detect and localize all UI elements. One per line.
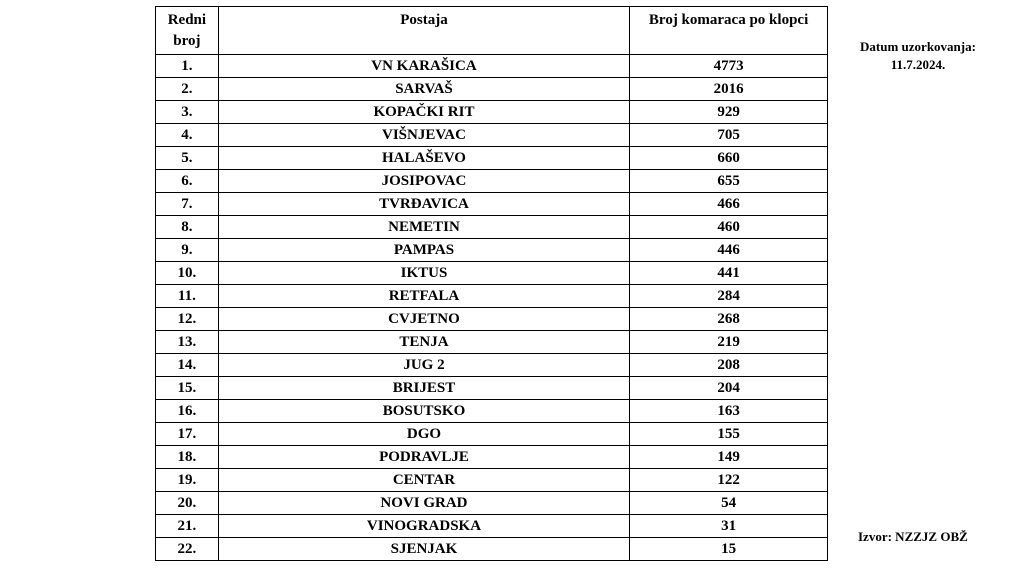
row-station-name: VINOGRADSKA bbox=[218, 515, 629, 538]
row-serial-number: 5. bbox=[156, 147, 219, 170]
table-row bbox=[156, 446, 828, 469]
table-row bbox=[156, 331, 828, 354]
row-station-name: VN KARAŠICA bbox=[218, 55, 629, 78]
row-station-name: TVRĐAVICA bbox=[218, 193, 629, 216]
row-mosquito-count: 4773 bbox=[630, 55, 828, 78]
table-row bbox=[156, 515, 828, 538]
row-mosquito-count: 446 bbox=[630, 239, 828, 262]
row-serial-number: 18. bbox=[156, 446, 219, 469]
row-station-name: KOPAČKI RIT bbox=[218, 101, 629, 124]
row-mosquito-count: 15 bbox=[630, 538, 828, 561]
table-row bbox=[156, 124, 828, 147]
row-serial-number: 15. bbox=[156, 377, 219, 400]
row-mosquito-count: 2016 bbox=[630, 78, 828, 101]
row-serial-number: 17. bbox=[156, 423, 219, 446]
row-serial-number: 12. bbox=[156, 308, 219, 331]
row-serial-number: 19. bbox=[156, 469, 219, 492]
row-mosquito-count: 163 bbox=[630, 400, 828, 423]
row-mosquito-count: 54 bbox=[630, 492, 828, 515]
row-station-name: RETFALA bbox=[218, 285, 629, 308]
row-mosquito-count: 705 bbox=[630, 124, 828, 147]
row-serial-number: 21. bbox=[156, 515, 219, 538]
row-serial-number: 16. bbox=[156, 400, 219, 423]
row-station-name: IKTUS bbox=[218, 262, 629, 285]
row-station-name: TENJA bbox=[218, 331, 629, 354]
row-mosquito-count: 219 bbox=[630, 331, 828, 354]
row-serial-number: 9. bbox=[156, 239, 219, 262]
sampling-date-label: Datum uzorkovanja: bbox=[860, 39, 976, 54]
table-row bbox=[156, 193, 828, 216]
table-row bbox=[156, 538, 828, 561]
row-mosquito-count: 284 bbox=[630, 285, 828, 308]
row-serial-number: 14. bbox=[156, 354, 219, 377]
header-station: Postaja bbox=[218, 7, 629, 55]
table-row bbox=[156, 492, 828, 515]
header-serial-number: Redni broj bbox=[156, 7, 219, 55]
row-mosquito-count: 149 bbox=[630, 446, 828, 469]
row-station-name: CVJETNO bbox=[218, 308, 629, 331]
row-station-name: SARVAŠ bbox=[218, 78, 629, 101]
row-serial-number: 2. bbox=[156, 78, 219, 101]
row-serial-number: 4. bbox=[156, 124, 219, 147]
table-row bbox=[156, 423, 828, 446]
table-row bbox=[156, 262, 828, 285]
table-row bbox=[156, 101, 828, 124]
row-station-name: NOVI GRAD bbox=[218, 492, 629, 515]
row-mosquito-count: 460 bbox=[630, 216, 828, 239]
row-serial-number: 22. bbox=[156, 538, 219, 561]
row-station-name: BRIJEST bbox=[218, 377, 629, 400]
row-serial-number: 13. bbox=[156, 331, 219, 354]
row-mosquito-count: 268 bbox=[630, 308, 828, 331]
table-row bbox=[156, 216, 828, 239]
header-row bbox=[156, 7, 828, 55]
row-mosquito-count: 122 bbox=[630, 469, 828, 492]
table-body bbox=[156, 55, 828, 561]
row-mosquito-count: 929 bbox=[630, 101, 828, 124]
table-row bbox=[156, 400, 828, 423]
row-mosquito-count: 204 bbox=[630, 377, 828, 400]
table-row bbox=[156, 469, 828, 492]
row-serial-number: 10. bbox=[156, 262, 219, 285]
row-mosquito-count: 655 bbox=[630, 170, 828, 193]
table-row bbox=[156, 55, 828, 78]
row-serial-number: 3. bbox=[156, 101, 219, 124]
row-serial-number: 8. bbox=[156, 216, 219, 239]
row-station-name: PAMPAS bbox=[218, 239, 629, 262]
table-row bbox=[156, 78, 828, 101]
table-row bbox=[156, 239, 828, 262]
table-row bbox=[156, 354, 828, 377]
row-mosquito-count: 660 bbox=[630, 147, 828, 170]
table-header bbox=[156, 7, 828, 55]
row-station-name: BOSUTSKO bbox=[218, 400, 629, 423]
row-station-name: NEMETIN bbox=[218, 216, 629, 239]
table-row bbox=[156, 377, 828, 400]
row-serial-number: 11. bbox=[156, 285, 219, 308]
row-serial-number: 1. bbox=[156, 55, 219, 78]
row-serial-number: 7. bbox=[156, 193, 219, 216]
source-note: Izvor: NZZJZ OBŽ bbox=[858, 529, 968, 544]
row-mosquito-count: 31 bbox=[630, 515, 828, 538]
row-mosquito-count: 155 bbox=[630, 423, 828, 446]
row-station-name: VIŠNJEVAC bbox=[218, 124, 629, 147]
table-row bbox=[156, 308, 828, 331]
row-serial-number: 20. bbox=[156, 492, 219, 515]
table-row bbox=[156, 170, 828, 193]
row-mosquito-count: 466 bbox=[630, 193, 828, 216]
row-serial-number: 6. bbox=[156, 170, 219, 193]
row-mosquito-count: 441 bbox=[630, 262, 828, 285]
table-row bbox=[156, 285, 828, 308]
row-station-name: DGO bbox=[218, 423, 629, 446]
row-station-name: HALAŠEVO bbox=[218, 147, 629, 170]
mosquito-count-table bbox=[155, 6, 828, 561]
row-station-name: SJENJAK bbox=[218, 538, 629, 561]
row-mosquito-count: 208 bbox=[630, 354, 828, 377]
row-station-name: JUG 2 bbox=[218, 354, 629, 377]
row-station-name: JOSIPOVAC bbox=[218, 170, 629, 193]
row-station-name: PODRAVLJE bbox=[218, 446, 629, 469]
header-mosquito-count: Broj komaraca po klopci bbox=[630, 7, 828, 55]
sampling-date-note bbox=[838, 38, 998, 74]
row-station-name: CENTAR bbox=[218, 469, 629, 492]
table-row bbox=[156, 147, 828, 170]
sampling-date-value: 11.7.2024. bbox=[890, 57, 946, 72]
